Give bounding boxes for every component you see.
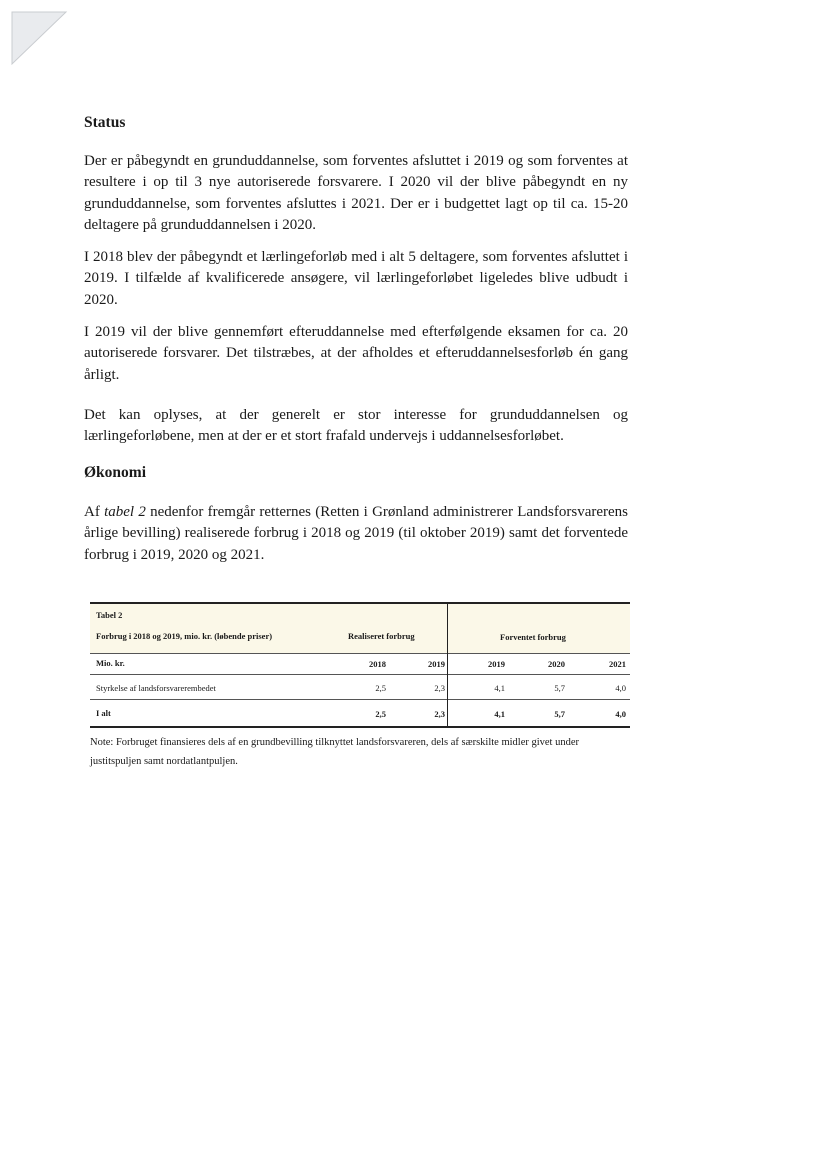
okonomi-paragraph: Af tabel 2 nedenfor fremgår retternes (Retten i Grønland administrerer Landsforsvarerens årlige bevilling) realiserede forbrug i 2018 og 2019 (til oktober 2019) samt det forventede forbrug i 2019, 2020 og 2021.	[84, 504, 629, 563]
unit-header: Mio. kr.	[96, 658, 125, 668]
table-cell: 4,1	[494, 709, 505, 719]
table-label: Tabel 2	[96, 610, 123, 620]
year-header: 2019	[428, 659, 445, 669]
table-cell: 5,7	[554, 683, 565, 693]
table-cell: 2,3	[434, 683, 445, 693]
status-heading: Status	[84, 114, 126, 131]
year-header: 2021	[609, 659, 626, 669]
group-header-realized: Realiseret forbrug	[348, 631, 415, 641]
table-note: Note: Forbruget finansieres dels af en grundbevilling tilknyttet landsforsvareren, dels af særskilte midler givet under justitspuljen samt nordatlantpuljen.	[90, 737, 579, 767]
table-caption: Forbrug i 2018 og 2019, mio. kr. (løbende priser)	[96, 631, 273, 641]
okonomi-heading: Økonomi	[84, 464, 147, 481]
status-paragraph-4: Det kan oplyses, at der generelt er stor interesse for grunduddannelsen og lærlingeforløbene, men at der er et stort frafald undervejs i uddannelsesforløbet.	[84, 407, 628, 445]
year-header: 2018	[369, 659, 386, 669]
year-header: 2019	[488, 659, 505, 669]
year-header: 2020	[548, 659, 565, 669]
row-label: Styrkelse af landsforsvarerembedet	[96, 683, 216, 693]
group-header-expected: Forventet forbrug	[500, 632, 566, 642]
table-cell: 4,0	[615, 709, 626, 719]
table-reference: tabel 2	[104, 504, 146, 520]
table-cell: 4,1	[494, 683, 505, 693]
page-fold-corner	[0, 0, 70, 70]
status-paragraph-3: I 2019 vil der blive gennemført efteruddannelse med efterfølgende eksamen for ca. 20 autoriserede forsvarer. Det tilstræbes, at der afholdes et efteruddannelsesforløb én gang årligt.	[84, 324, 628, 383]
table-cell: 5,7	[554, 709, 565, 719]
table-cell: 2,3	[434, 709, 445, 719]
table-divider	[447, 602, 448, 726]
status-paragraph-1: Der er påbegyndt en grunduddannelse, som forventes afsluttet i 2019 og som forventes at resultere i op til 3 nye autoriserede forsvarere. I 2020 vil der blive påbegyndt en ny grunduddannelse, som forventes afsluttes i 2021. Der er i budgettet lagt op til ca. 15-20 deltagere på grunduddannelsen i 2020.	[84, 153, 628, 233]
table-cell: 2,5	[375, 683, 386, 693]
row-label-total: I alt	[96, 708, 111, 718]
table-cell: 4,0	[615, 683, 626, 693]
status-paragraph-2: I 2018 blev der påbegyndt et lærlingeforløb med i alt 5 deltagere, som forventes afsluttet i 2019. I tilfælde af kvalificerede ansøgere, vil lærlingeforløbet ligeledes blive udbudt i 2020.	[84, 249, 628, 308]
table-cell: 2,5	[375, 709, 386, 719]
